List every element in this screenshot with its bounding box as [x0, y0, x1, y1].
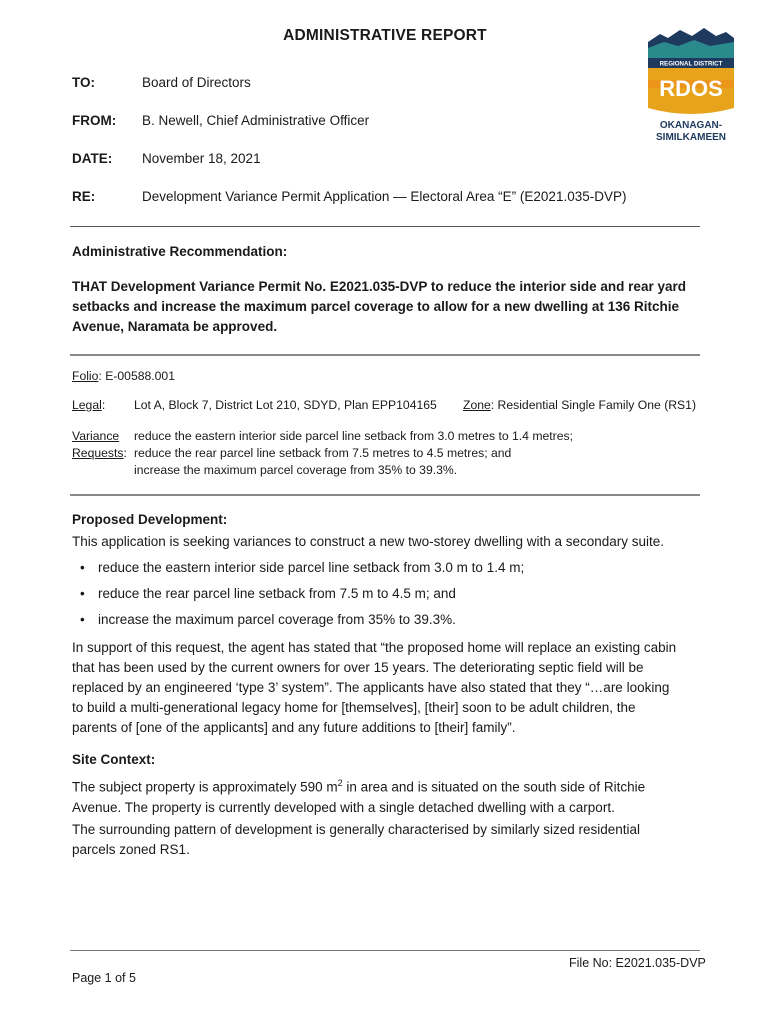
to-value: Board of Directors — [142, 75, 251, 90]
recommendation-heading: Administrative Recommendation: — [72, 244, 288, 259]
variance-line: increase the maximum parcel coverage from 35% to 39.3%. — [134, 463, 458, 477]
support-line: In support of this request, the agent has stated that “the proposed home will replace an existing cabin — [72, 640, 677, 655]
page-number: Page 1 of 5 — [72, 971, 136, 985]
variance-line: reduce the eastern interior side parcel line setback from 3.0 metres to 1.4 metres; — [134, 429, 573, 443]
details-divider — [70, 494, 700, 496]
site-line: The surrounding pattern of development is generally characterised by similarly sized residential — [72, 822, 641, 837]
variance-label-line: Requests — [72, 446, 124, 460]
logo-similkameen: SIMILKAMEEN — [656, 132, 726, 143]
site-line: Avenue. The property is currently developed with a single detached dwelling with a carport. — [72, 799, 615, 815]
bullet-text: increase the maximum parcel coverage from 35% to 39.3%. — [98, 612, 456, 627]
support-line: replaced by an engineered ‘type 3’ system”. The applicants have also stated that they “…are looking — [72, 680, 670, 695]
header-divider — [70, 226, 700, 227]
to-label: TO: — [72, 75, 95, 90]
bullet-text: reduce the rear parcel line setback from 7.5 m to 4.5 m; and — [98, 586, 456, 601]
rdos-logo — [646, 24, 736, 144]
report-title: ADMINISTRATIVE REPORT — [283, 27, 487, 44]
zone-value: : Residential Single Family One (RS1) — [490, 398, 697, 412]
folio-row — [72, 369, 175, 383]
folio-label: Folio — [72, 369, 99, 383]
variance-line: reduce the rear parcel line setback from 7.5 metres to 4.5 metres; and — [134, 446, 512, 460]
site-line: parcels zoned RS1. — [72, 842, 190, 857]
site-heading: Site Context: — [72, 752, 156, 767]
re-value: Development Variance Permit Application — Electoral Area “E” (E2021.035-DVP) — [142, 189, 627, 204]
file-number: File No: E2021.035-DVP — [569, 956, 706, 970]
recommendation-divider — [70, 354, 700, 356]
proposed-support — [72, 638, 702, 738]
from-value: B. Newell, Chief Administrative Officer — [142, 113, 370, 128]
superscript: 2 — [337, 778, 343, 788]
site-paragraph-2 — [72, 820, 702, 860]
proposed-heading: Proposed Development: — [72, 512, 228, 527]
bullet-dot: • — [80, 612, 85, 627]
logo-rdos: RDOS — [659, 76, 723, 101]
logo-okanagan: OKANAGAN- — [659, 120, 723, 131]
date-value: November 18, 2021 — [142, 151, 261, 166]
site-paragraph-1: The subject property is approximately 590 $m^2$ in area and is situated on the south side of Ritchie Avenue. The property is currently developed with a single detached dwelling with a carport. — [72, 773, 702, 818]
bullet-dot: • — [80, 560, 85, 575]
recommendation-line: Avenue, Naramata be approved. — [72, 319, 278, 334]
legal-row: Legal: — [72, 398, 106, 412]
bullet-text: reduce the eastern interior side parcel line setback from 3.0 m to 1.4 m; — [98, 560, 525, 575]
re-label: RE: — [72, 189, 96, 204]
logo-regional-district: REGIONAL DISTRICT — [659, 60, 723, 68]
footer-divider — [70, 950, 700, 951]
recommendation-line: THAT Development Variance Permit No. E2021.035-DVP to reduce the interior side and rear yard — [72, 279, 686, 294]
recommendation-text — [72, 277, 692, 337]
from-label: FROM: — [72, 113, 117, 128]
date-label: DATE: — [72, 151, 113, 166]
folio-value: : E-00588.001 — [98, 369, 175, 383]
zone-label: Zone — [463, 398, 491, 412]
support-line: that has been used by the current owners for over 15 years. The deteriorating septic field will be — [72, 660, 644, 675]
proposed-intro: This application is seeking variances to construct a new two-storey dwelling with a secondary suite. — [72, 534, 665, 549]
variance-label: Variance Requests: — [72, 429, 127, 460]
legal-value: Lot A, Block 7, District Lot 210, SDYD, Plan EPP104165 — [134, 398, 437, 412]
legal-label: Legal — [72, 398, 102, 412]
bullet-dot: • — [80, 586, 85, 601]
support-line: to build a multi-generational legacy home for [themselves], [their] soon to be adult children, the — [72, 700, 636, 715]
support-line: parents of [one of the applicants] and any future additions to [their] family”. — [72, 720, 516, 735]
variance-requests — [134, 428, 573, 479]
zone-row — [463, 398, 696, 412]
variance-label-line: Variance — [72, 429, 120, 443]
recommendation-line: setbacks and increase the maximum parcel coverage to allow for a new dwelling at 136 Ritchie — [72, 299, 679, 314]
